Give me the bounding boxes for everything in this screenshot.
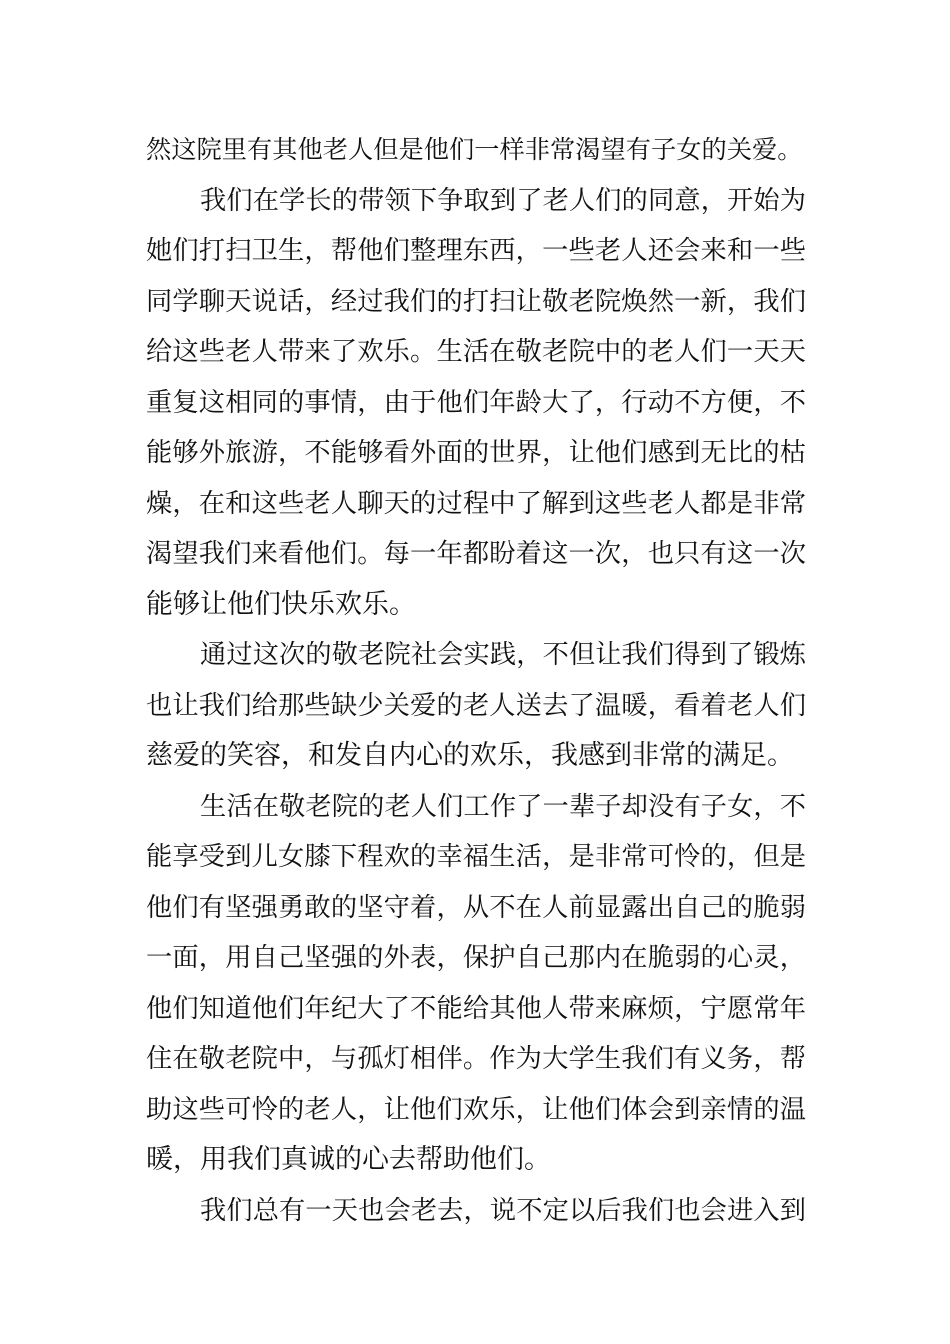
- text-line: 能享受到儿女膝下程欢的幸福生活，是非常可怜的，但是: [146, 842, 806, 872]
- paragraph: [146, 125, 806, 176]
- text-line: 我们在学长的带领下争取到了老人们的同意，开始为: [200, 185, 806, 216]
- text-line: 慈爱的笑容，和发自内心的欢乐，我感到非常的满足。: [146, 740, 794, 771]
- text-line: 同学聊天说话，经过我们的打扫让敬老院焕然一新，我们: [146, 286, 806, 317]
- text-line: 能够外旅游，不能够看外面的世界，让他们感到无比的枯: [146, 438, 806, 468]
- paragraph: [146, 1186, 806, 1237]
- text-line: 助这些可怜的老人，让他们欢乐，让他们体会到亲情的温: [146, 1094, 806, 1125]
- text-line: 然这院里有其他老人但是他们一样非常渴望有子女的关爱。: [146, 135, 803, 164]
- paragraph: [146, 630, 806, 782]
- text-line: 给这些老人带来了欢乐。生活在敬老院中的老人们一天天: [146, 337, 806, 367]
- paragraph: [146, 782, 806, 1186]
- text-line: 重复这相同的事情，由于他们年龄大了，行动不方便，不: [146, 387, 806, 418]
- paragraph: [146, 176, 806, 631]
- text-line: 生活在敬老院的老人们工作了一辈子却没有子女，不: [200, 791, 806, 822]
- text-line: 他们知道他们年纪大了不能给其他人带来麻烦，宁愿常年: [146, 993, 806, 1024]
- text-line: 她们打扫卫生，帮他们整理东西，一些老人还会来和一些: [146, 236, 806, 266]
- text-line: 也让我们给那些缺少关爱的老人送去了温暖，看着老人们: [146, 690, 806, 721]
- text-line: 住在敬老院中，与孤灯相伴。作为大学生我们有义务，帮: [146, 1044, 806, 1074]
- text-line: 他们有坚强勇敢的坚守着，从不在人前显露出自己的脆弱: [146, 892, 806, 923]
- body-text: [146, 125, 806, 1236]
- text-line: 燥，在和这些老人聊天的过程中了解到这些老人都是非常: [146, 488, 806, 519]
- text-line: 渴望我们来看他们。每一年都盼着这一次，也只有这一次: [146, 539, 806, 569]
- text-line: 一面，用自己坚强的外表，保护自己那内在脆弱的心灵，: [146, 943, 806, 973]
- text-line: 我们总有一天也会老去，说不定以后我们也会进入到: [200, 1195, 806, 1226]
- text-line: 能够让他们快乐欢乐。: [146, 588, 416, 620]
- text-line: 暖，用我们真诚的心去帮助他们。: [146, 1144, 551, 1175]
- text-line: 通过这次的敬老院社会实践，不但让我们得到了锻炼: [200, 640, 806, 670]
